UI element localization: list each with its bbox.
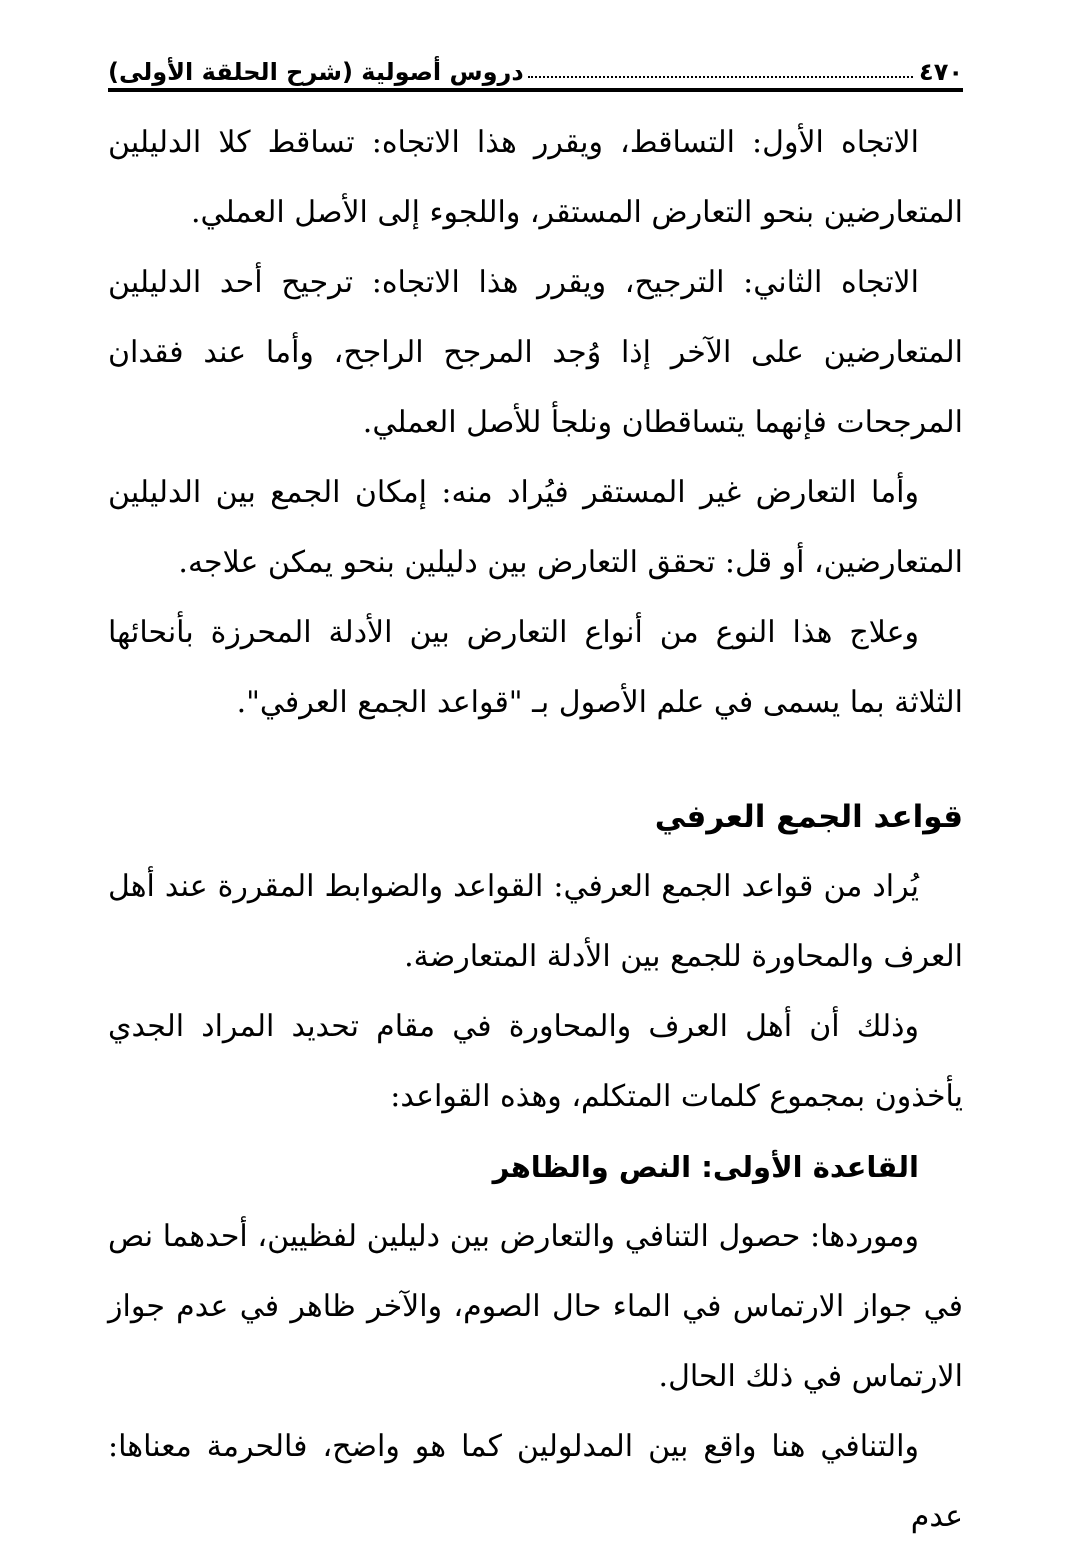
- rule-one-heading: [108, 1132, 963, 1202]
- rule-one-label: القاعدة الأولى:: [701, 1150, 919, 1184]
- paragraph-treatment: وعلاج هذا النوع من أنواع التعارض بين الأدلة المحرزة بأنحائها الثلاثة بما يسمى في علم الأصول بـ "قواعد الجمع العرفي".: [108, 615, 963, 720]
- page-body: [108, 108, 963, 1552]
- paragraph-direction-two: الاتجاه الثاني: الترجيح، ويقرر هذا الاتجاه: ترجيح أحد الدليلين المتعارضين على الآخر إذا وُجد المرجح الراجح، وأما عند فقدان المرجحات فإنهما يتساقطان ونلجأ للأصل العملي.: [108, 265, 963, 440]
- header-dot-leader: [528, 76, 913, 78]
- running-header: [108, 36, 963, 84]
- paragraph-direction-one: الاتجاه الأول: التساقط، ويقرر هذا الاتجاه: تساقط كلا الدليلين المتعارضين بنحو التعارض المستقر، واللجوء إلى الأصل العملي.: [108, 125, 963, 230]
- paragraph-rule-one-case: وموردها: حصول التنافي والتعارض بين دليلين لفظيين، أحدهما نص في جواز الارتماس في الماء حال الصوم، والآخر ظاهر في عدم جواز الارتماس في ذلك الحال.: [108, 1219, 963, 1394]
- paragraph-unstable-conflict: وأما التعارض غير المستقر فيُراد منه: إمكان الجمع بين الدليلين المتعارضين، أو قل: تحقق التعارض بين دليلين بنحو يمكن علاجه.: [108, 475, 963, 580]
- page-number: ٤٧٠: [919, 58, 963, 86]
- section-heading: قواعد الجمع العرفي: [654, 799, 963, 835]
- paragraph-definition: يُراد من قواعد الجمع العرفي: القواعد والضوابط المقررة عند أهل العرف والمحاورة للجمع بين الأدلة المتعارضة.: [108, 869, 963, 974]
- paragraph-explanation: وذلك أن أهل العرف والمحاورة في مقام تحديد المراد الجدي يأخذون بمجموع كلمات المتكلم، وهذه القواعد:: [108, 1009, 963, 1114]
- header-rule: [108, 88, 963, 92]
- rule-one-title: النص والظاهر: [492, 1150, 692, 1184]
- paragraph-rule-one-conflict: والتنافي هنا واقع بين المدلولين كما هو واضح، فالحرمة معناها: عدم: [108, 1429, 963, 1534]
- book-title: دروس أصولية (شرح الحلقة الأولى): [108, 58, 524, 86]
